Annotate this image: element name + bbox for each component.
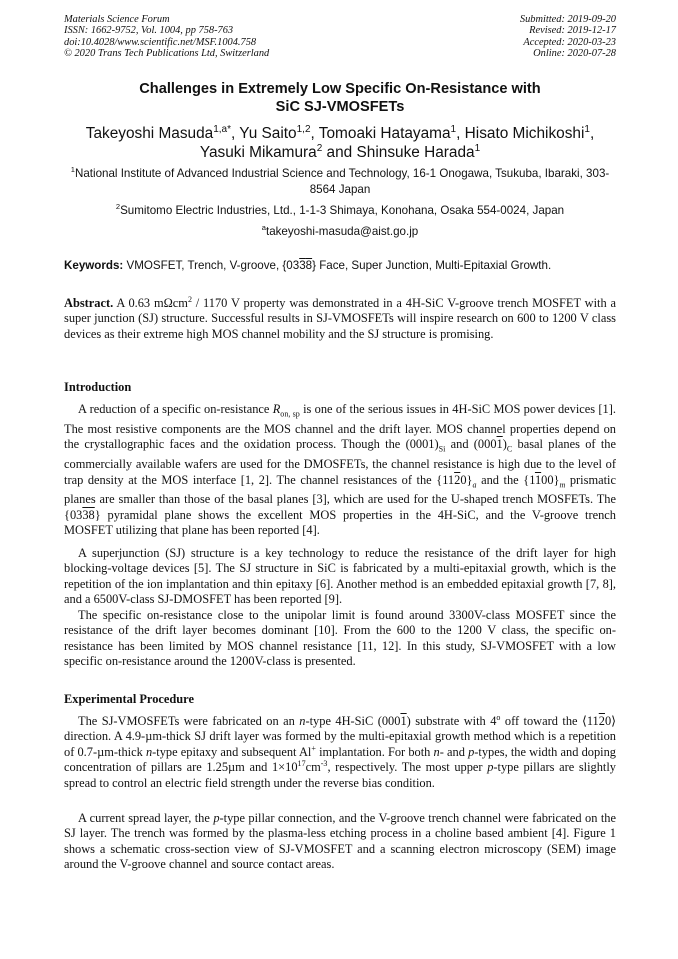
subscript: m [559,480,566,490]
keywords-text: VMOSFET, Trench, V-groove, {03 [123,259,300,272]
symbol: n [433,744,440,759]
text: ) [502,437,507,452]
author-affil-sup: 1,a* [213,123,232,135]
author-line-1: Takeyoshi Masuda$^{1,a*}$, Yu Saito$^{1,2}$, Tomoaki Hatayama$^1$, Hisato Michikoshi$^1$, [85,123,595,142]
corresponding-email [64,224,616,240]
author-line-2 [64,143,616,162]
author-name: and Shinsuke Harada [322,144,475,161]
text: implantation. For both [315,744,434,759]
doi-line: doi:10.4028/www.scientific.net/MSF.1004.758 [64,36,257,48]
overbar-digit: 1 [534,472,542,487]
author-affil-sup: 2 [316,142,323,154]
overbar-digit: 8 [88,507,95,522]
affil-sup: 2 [115,202,121,212]
subscript: a [472,480,477,490]
affil-sup: 1 [70,165,75,175]
overbar-digit: 1 [400,714,407,728]
symbol: p [213,811,220,825]
abstract-label: Abstract. [64,296,114,310]
superscript: -3 [320,759,328,769]
author-name: , Tomoaki Hatayama [310,125,451,142]
superscript: + [311,743,316,753]
overbar-digit: 2 [598,714,605,728]
overbar-digit: 3 [82,507,89,522]
text: -type epitaxy and subsequent Al [152,744,312,759]
intro-paragraph-1 [64,402,616,539]
text: basal planes of the commercially available wafers are used for the DMOSFETs, the channel resistance is high due to the level of trap density at the MOS interface [1, 2]. The channel resistances of the {11 [64,437,616,487]
submitted-date: Submitted: 2019-09-20 [519,14,616,25]
symbol: R [272,402,281,416]
text: The SJ-VMOSFETs were fabricated on an [78,714,300,728]
affiliation-1 [64,166,616,198]
text: A current spread layer, the [78,811,214,825]
keywords-label: Keywords: [64,259,124,272]
exp-paragraph-1 [64,714,616,791]
text: and (000 [445,437,497,452]
author-name: Yasuki Mikamura [199,144,317,161]
journal-header-left [64,14,269,59]
subscript: Si [438,444,446,454]
section-heading-experimental: Experimental Procedure [64,692,194,706]
text: and the {1 [476,472,535,487]
subscript: C [506,444,513,454]
author-affil-sup: 1 [584,123,590,135]
text: prismatic planes are smaller than those of the basal planes [3], which are used for the U-shaped trench MOSFETs. The {03 [64,472,616,522]
online-date: Online: 2020-07-28 [533,47,616,59]
intro-paragraph-2: A superjunction (SJ) structure is a key technology to reduce the resistance of the drift layer for high blocking-voltage devices [5]. The SJ structure in SiC is fabricated by a multi-epitaxial growth, which is the repetition of the ion implantation and thin epitaxy [6]. Another method is an embedded epitaxial growth [7, 8], and a 6500V-class SJ-DMOSFET has been reported [9]. [64,546,616,607]
section-heading-introduction: Introduction [64,380,132,394]
text: 00} [541,472,560,487]
superscript: 2 [187,294,192,304]
affil-text: National Institute of Advanced Industrial Science and Technology, 16-1 Onogawa, Tsukuba, Ibaraki, 303-8564 Japan [74,167,610,196]
text: -type pillars are slightly spread to control an electric field strength under the reverse bias condition. [64,760,617,790]
journal-header-right [520,14,616,59]
title-line-1: Challenges in Extremely Low Specific On-Resistance with [139,81,541,97]
email-sup: a [261,223,266,233]
text: , respectively. The most upper [327,760,488,775]
journal-name: Materials Science Forum [64,14,170,25]
text: 0⟩ direction. A 4.9-µm-thick SJ drift layer was formed by the multi-epitaxial growth method which is a repetition of 0.7-µm-thick [64,714,616,759]
author-affil-sup: 1 [450,123,457,135]
text: cm [305,760,321,775]
symbol: n [145,744,153,759]
symbol: p [487,760,494,775]
text: ) substrate with 4 [406,714,497,728]
superscript: 17 [297,759,306,769]
author-affil-sup: 1 [474,142,481,154]
text: - and [439,744,469,759]
author-name: , Yu Saito [231,125,297,142]
author-list [64,124,616,162]
intro-paragraph-3: The specific on-resistance close to the unipolar limit is found around 3300V-class MOSFET since the resistance of the drift layer becomes dominant [10]. From the 600 to the 1200 V class, the specific on-resistance has been limited by MOS channel resistance [11, 12]. In this study, SJ-VMOSFET with a low specific on-resistance around the 1200V-class is presented. [64,608,616,669]
author-name: Takeyoshi Masuda [85,125,214,142]
abstract-text: A 0.63 mΩcm [113,296,188,310]
keywords [64,258,616,274]
text: off toward the ⟨11 [500,714,599,728]
author-affil-sup: 1,2 [296,123,311,135]
symbol: p [468,744,475,759]
revised-date: Revised: 2019-12-17 [529,25,616,37]
text: -type pillar connection, and the V-groove trench channel were fabricated on the SJ layer. The trench was formed by the plasma-less etching process in a choline based ambient [4]. Figure 1 shows a schematic cross-section view of SJ-VMOSFET and a scanning electron microscopy (SEM) image around the V-groove channel and source contact areas. [64,811,616,872]
text: 0} [460,472,473,487]
affiliation-2 [64,203,616,219]
subscript: on, sp [280,409,300,419]
overbar-digit: 1 [496,437,503,452]
copyright-line: © 2020 Trans Tech Publications Ltd, Switzerland [64,47,270,59]
overbar-digit: 3 [299,259,306,272]
email-text: takeyoshi-masuda@aist.go.jp [265,225,419,238]
symbol: n [299,714,306,728]
text: is one of the serious issues in 4H-SiC MOS power devices [1]. The most resistive components are the MOS channel and the drift layer. MOS channel properties depend on the crystallographic faces and the oxidation process. Though the (0001) [64,402,616,452]
abstract [64,296,616,342]
overbar-digit: 2 [454,472,461,487]
abstract-text: / 1170 V property was demonstrated in a 4H-SiC V-groove trench MOSFET with a super junction (SJ) structure. Successful results in SJ-VMOSFETs will inspire research on 600 to 1200 V class devices as their extreme high MOS channel mobility and the SJ structure is promising. [64,296,616,341]
issn-line: ISSN: 1662-9752, Vol. 1004, pp 758-763 [64,25,234,37]
paper-title [64,80,616,116]
title-line-2: SiC SJ-VMOSFETs [275,99,405,115]
superscript: o [496,712,501,722]
affil-text: Sumitomo Electric Industries, Ltd., 1-1-3 Shimaya, Konohana, Osaka 554-0024, Japan [120,204,565,217]
text: -type 4H-SiC (000 [305,714,401,728]
keywords-text: } Face, Super Junction, Multi-Epitaxial Growth. [312,259,552,272]
exp-paragraph-2 [64,811,616,873]
text: } pyramidal plane shows the excellent MOS properties in the 4H-SiC, and the V-groove trench MOSFET utilizing that plane has been reported [4]. [64,507,616,538]
overbar-digit: 8 [305,259,313,272]
text: A reduction of a specific on-resistance [78,402,273,416]
accepted-date: Accepted: 2020-03-23 [523,36,616,48]
text: -types, the width and doping concentration of pillars are 1.25µm and 1×10 [64,744,616,775]
author-name: , Hisato Michikoshi [456,125,585,142]
